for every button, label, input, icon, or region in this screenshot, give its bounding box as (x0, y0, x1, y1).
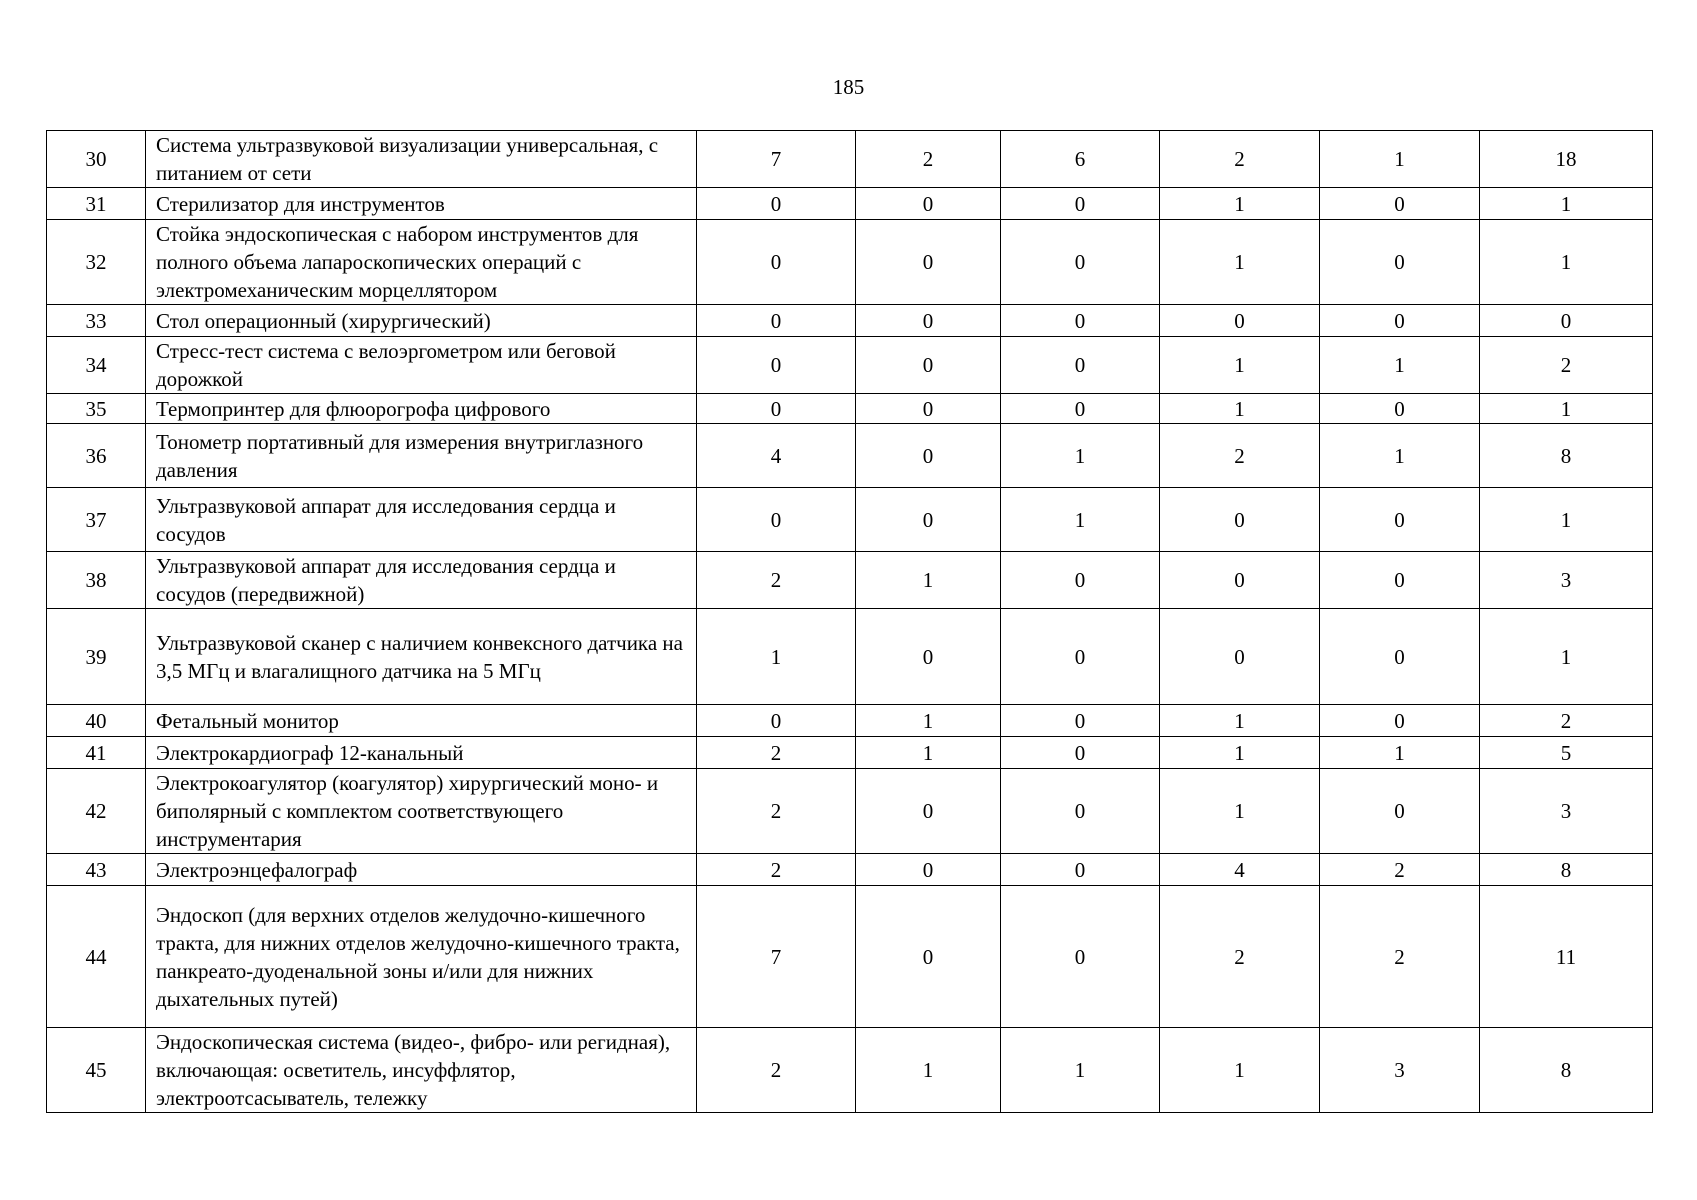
quantity-cell: 8 (1480, 424, 1653, 488)
equipment-name: Термопринтер для флюорогрофа цифрового (146, 394, 697, 424)
table-row (47, 737, 1653, 769)
quantity-cell: 1 (1001, 424, 1160, 488)
table-row (47, 552, 1653, 609)
table-body (47, 131, 1653, 1113)
quantity-cell: 2 (856, 131, 1001, 188)
quantity-cell: 11 (1480, 886, 1653, 1028)
quantity-cell: 2 (1320, 886, 1480, 1028)
quantity-cell: 0 (1320, 769, 1480, 854)
equipment-name: Ультразвуковой сканер с наличием конвексного датчика на 3,5 МГц и влагалищного датчика на 5 МГц (146, 609, 697, 705)
quantity-cell: 0 (1160, 305, 1320, 337)
equipment-name: Электрокоагулятор (коагулятор) хирургический моно- и биполярный с комплектом соответствующего инструментария (146, 769, 697, 854)
quantity-cell: 1 (1320, 131, 1480, 188)
quantity-cell: 0 (1001, 705, 1160, 737)
quantity-cell: 0 (856, 337, 1001, 394)
quantity-cell: 0 (697, 337, 856, 394)
row-number: 43 (47, 854, 146, 886)
quantity-cell: 1 (1160, 188, 1320, 220)
row-number: 38 (47, 552, 146, 609)
quantity-cell: 0 (1001, 337, 1160, 394)
quantity-cell: 0 (1001, 220, 1160, 305)
table-row (47, 488, 1653, 552)
quantity-cell: 1 (1160, 737, 1320, 769)
quantity-cell: 1 (1160, 1028, 1320, 1113)
quantity-cell: 2 (1160, 131, 1320, 188)
quantity-cell: 2 (1480, 337, 1653, 394)
equipment-name: Электрокардиограф 12-канальный (146, 737, 697, 769)
quantity-cell: 0 (697, 394, 856, 424)
table-row (47, 609, 1653, 705)
quantity-cell: 0 (1320, 305, 1480, 337)
equipment-name: Ультразвуковой аппарат для исследования сердца и сосудов (передвижной) (146, 552, 697, 609)
equipment-name: Тонометр портативный для измерения внутриглазного давления (146, 424, 697, 488)
quantity-cell: 0 (1001, 552, 1160, 609)
row-number: 32 (47, 220, 146, 305)
quantity-cell: 0 (1001, 769, 1160, 854)
quantity-cell: 2 (697, 737, 856, 769)
quantity-cell: 3 (1480, 552, 1653, 609)
row-number: 39 (47, 609, 146, 705)
table-row (47, 337, 1653, 394)
quantity-cell: 1 (1160, 394, 1320, 424)
equipment-name: Эндоскопическая система (видео-, фибро- или регидная), включающая: осветитель, инсуффлятор, электроотсасыватель, тележку (146, 1028, 697, 1113)
quantity-cell: 1 (1480, 220, 1653, 305)
equipment-name: Стойка эндоскопическая с набором инструментов для полного объема лапароскопических операций с электромеханическим морцеллятором (146, 220, 697, 305)
quantity-cell: 0 (1001, 394, 1160, 424)
quantity-cell: 0 (856, 488, 1001, 552)
row-number: 30 (47, 131, 146, 188)
row-number: 37 (47, 488, 146, 552)
equipment-name: Эндоскоп (для верхних отделов желудочно-кишечного тракта, для нижних отделов желудочно-кишечного тракта, панкреато-дуоденальной зоны и/или для нижних дыхательных путей) (146, 886, 697, 1028)
quantity-cell: 1 (1320, 337, 1480, 394)
quantity-cell: 2 (1160, 886, 1320, 1028)
equipment-name: Стерилизатор для инструментов (146, 188, 697, 220)
quantity-cell: 0 (1001, 609, 1160, 705)
quantity-cell: 0 (697, 220, 856, 305)
table-row (47, 220, 1653, 305)
table-row (47, 854, 1653, 886)
table-row (47, 394, 1653, 424)
quantity-cell: 3 (1480, 769, 1653, 854)
equipment-name: Электроэнцефалограф (146, 854, 697, 886)
quantity-cell: 3 (1320, 1028, 1480, 1113)
table-row (47, 769, 1653, 854)
quantity-cell: 0 (1001, 854, 1160, 886)
quantity-cell: 2 (1160, 424, 1320, 488)
row-number: 45 (47, 1028, 146, 1113)
quantity-cell: 0 (1001, 737, 1160, 769)
table-row (47, 705, 1653, 737)
quantity-cell: 1 (856, 1028, 1001, 1113)
quantity-cell: 0 (1160, 488, 1320, 552)
quantity-cell: 5 (1480, 737, 1653, 769)
page-number: 185 (832, 75, 865, 99)
quantity-cell: 18 (1480, 131, 1653, 188)
quantity-cell: 0 (1320, 705, 1480, 737)
quantity-cell: 8 (1480, 854, 1653, 886)
quantity-cell: 1 (1160, 769, 1320, 854)
quantity-cell: 1 (1160, 705, 1320, 737)
quantity-cell: 2 (697, 1028, 856, 1113)
quantity-cell: 7 (697, 886, 856, 1028)
quantity-cell: 8 (1480, 1028, 1653, 1113)
quantity-cell: 1 (1320, 424, 1480, 488)
row-number: 42 (47, 769, 146, 854)
quantity-cell: 4 (697, 424, 856, 488)
table-row (47, 305, 1653, 337)
row-number: 34 (47, 337, 146, 394)
row-number: 31 (47, 188, 146, 220)
quantity-cell: 0 (856, 609, 1001, 705)
quantity-cell: 0 (1001, 305, 1160, 337)
quantity-cell: 1 (1480, 488, 1653, 552)
quantity-cell: 1 (1160, 220, 1320, 305)
table-row (47, 188, 1653, 220)
quantity-cell: 0 (1160, 609, 1320, 705)
quantity-cell: 0 (1320, 188, 1480, 220)
quantity-cell: 0 (1001, 188, 1160, 220)
quantity-cell: 0 (1320, 394, 1480, 424)
quantity-cell: 1 (856, 552, 1001, 609)
table-row (47, 424, 1653, 488)
quantity-cell: 1 (856, 737, 1001, 769)
quantity-cell: 0 (697, 305, 856, 337)
row-number: 44 (47, 886, 146, 1028)
row-number: 41 (47, 737, 146, 769)
quantity-cell: 2 (1320, 854, 1480, 886)
quantity-cell: 0 (1480, 305, 1653, 337)
quantity-cell: 0 (856, 394, 1001, 424)
equipment-name: Стресс-тест система с велоэргометром или беговой дорожкой (146, 337, 697, 394)
quantity-cell: 0 (1320, 220, 1480, 305)
quantity-cell: 1 (1160, 337, 1320, 394)
quantity-cell: 1 (697, 609, 856, 705)
quantity-cell: 0 (856, 424, 1001, 488)
quantity-cell: 2 (697, 552, 856, 609)
quantity-cell: 1 (1480, 188, 1653, 220)
quantity-cell: 1 (1001, 488, 1160, 552)
quantity-cell: 0 (856, 220, 1001, 305)
quantity-cell: 0 (1001, 886, 1160, 1028)
quantity-cell: 0 (1320, 488, 1480, 552)
table-row (47, 131, 1653, 188)
row-number: 36 (47, 424, 146, 488)
quantity-cell: 2 (1480, 705, 1653, 737)
quantity-cell: 0 (697, 488, 856, 552)
quantity-cell: 0 (856, 854, 1001, 886)
quantity-cell: 0 (697, 188, 856, 220)
quantity-cell: 0 (1160, 552, 1320, 609)
quantity-cell: 0 (856, 769, 1001, 854)
quantity-cell: 0 (856, 188, 1001, 220)
quantity-cell: 0 (1320, 552, 1480, 609)
row-number: 40 (47, 705, 146, 737)
quantity-cell: 6 (1001, 131, 1160, 188)
row-number: 35 (47, 394, 146, 424)
quantity-cell: 0 (856, 305, 1001, 337)
quantity-cell: 1 (1480, 394, 1653, 424)
quantity-cell: 1 (1320, 737, 1480, 769)
quantity-cell: 4 (1160, 854, 1320, 886)
equipment-name: Фетальный монитор (146, 705, 697, 737)
quantity-cell: 1 (1480, 609, 1653, 705)
quantity-cell: 0 (1320, 609, 1480, 705)
equipment-name: Ультразвуковой аппарат для исследования сердца и сосудов (146, 488, 697, 552)
quantity-cell: 2 (697, 854, 856, 886)
equipment-table (46, 130, 1653, 1113)
quantity-cell: 2 (697, 769, 856, 854)
table-row (47, 886, 1653, 1028)
quantity-cell: 1 (856, 705, 1001, 737)
equipment-name: Стол операционный (хирургический) (146, 305, 697, 337)
table-row (47, 1028, 1653, 1113)
quantity-cell: 1 (1001, 1028, 1160, 1113)
equipment-name: Система ультразвуковой визуализации универсальная, с питанием от сети (146, 131, 697, 188)
row-number: 33 (47, 305, 146, 337)
quantity-cell: 0 (697, 705, 856, 737)
quantity-cell: 7 (697, 131, 856, 188)
quantity-cell: 0 (856, 886, 1001, 1028)
